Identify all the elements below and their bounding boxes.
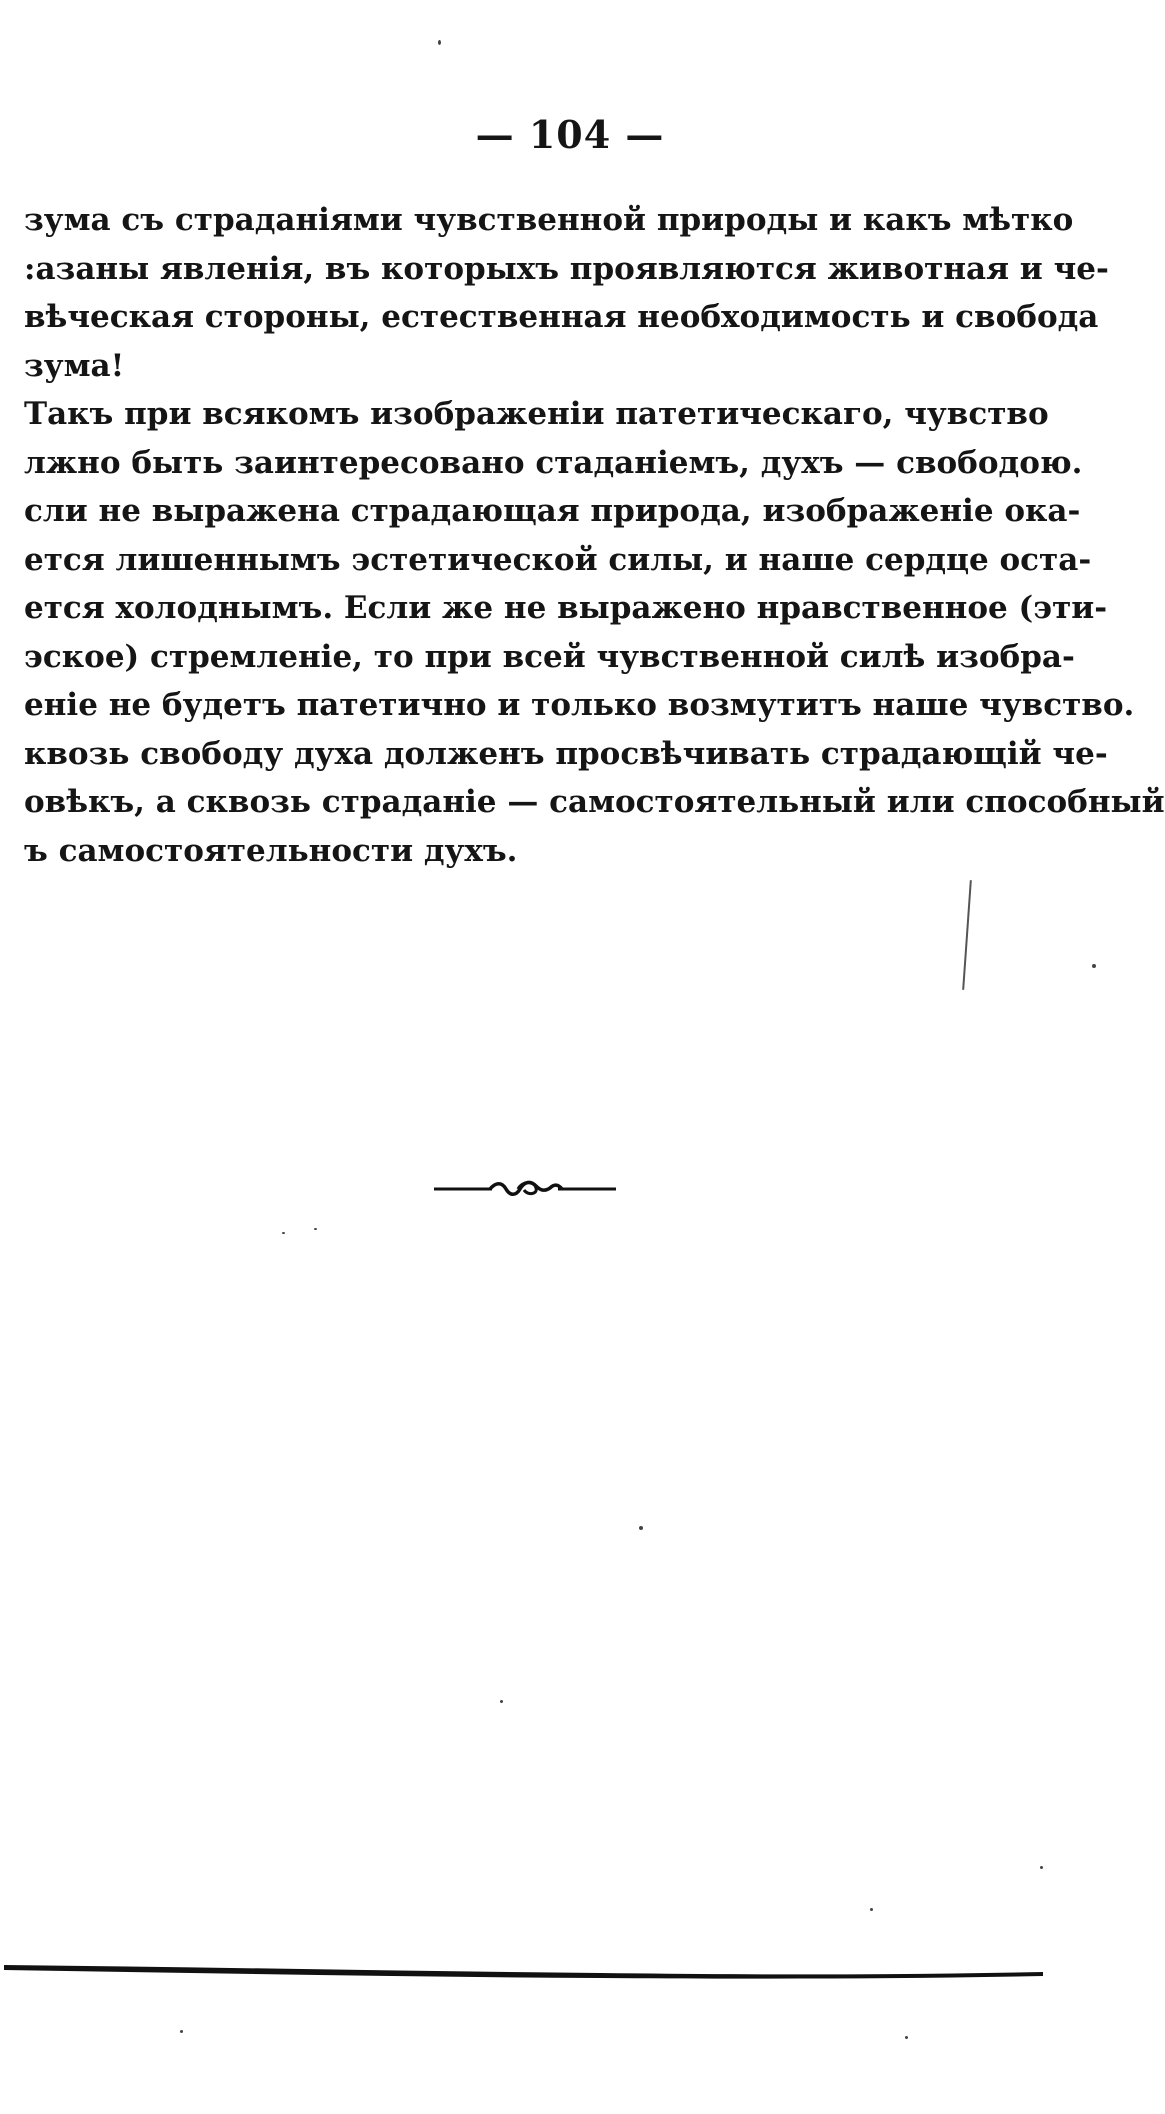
- print-speck: [1092, 964, 1096, 968]
- page-number: — 104 —: [475, 112, 665, 157]
- text-line: ется лишеннымъ эстетической силы, и наше сердце оста-: [24, 541, 1092, 578]
- text-line: лжно быть заинтересовано стаданіемъ, духъ — свободою.: [24, 444, 1083, 481]
- text-line: еніе не будетъ патетично и только возмутитъ наше чувство.: [24, 687, 1135, 723]
- print-speck: [314, 1228, 317, 1230]
- print-speck: [1040, 1866, 1043, 1869]
- text-line: эское) стремленіе, то при всей чувственной силѣ изобра-: [24, 638, 1075, 675]
- body-text: [24, 196, 1165, 875]
- print-speck: [438, 40, 441, 45]
- text-line: зума!: [24, 347, 125, 384]
- text-line: сли не выражена страдающая природа, изображеніе ока-: [24, 493, 1081, 529]
- ornament-divider-icon: [432, 1172, 618, 1202]
- text-line: Такъ при всякомъ изображеніи патетическаго, чувство: [24, 396, 1049, 432]
- bottom-rule: [0, 1955, 1045, 1985]
- text-line: ется холоднымъ. Если же не выражено нравственное (эти-: [24, 590, 1108, 626]
- print-speck: [282, 1232, 285, 1234]
- print-speck: [870, 1908, 873, 1911]
- print-scratch: [962, 880, 972, 990]
- print-speck: [639, 1526, 643, 1530]
- text-line: квозь свободу духа долженъ просвѣчивать страдающій че-: [24, 735, 1108, 772]
- text-line: :азаны явленія, въ которыхъ проявляются животная и че-: [24, 250, 1109, 287]
- print-speck: [500, 1700, 503, 1703]
- text-line: овѣкъ, а сквозь страданіе — самостоятельный или способный: [24, 784, 1165, 820]
- text-line: зума съ страданіями чувственной природы и какъ мѣтко: [24, 202, 1074, 238]
- print-speck: [905, 2036, 908, 2039]
- text-line: вѣческая стороны, естественная необходимость и свобода: [24, 299, 1099, 335]
- print-speck: [180, 2030, 183, 2033]
- text-line: ъ самостоятельности духъ.: [24, 832, 518, 869]
